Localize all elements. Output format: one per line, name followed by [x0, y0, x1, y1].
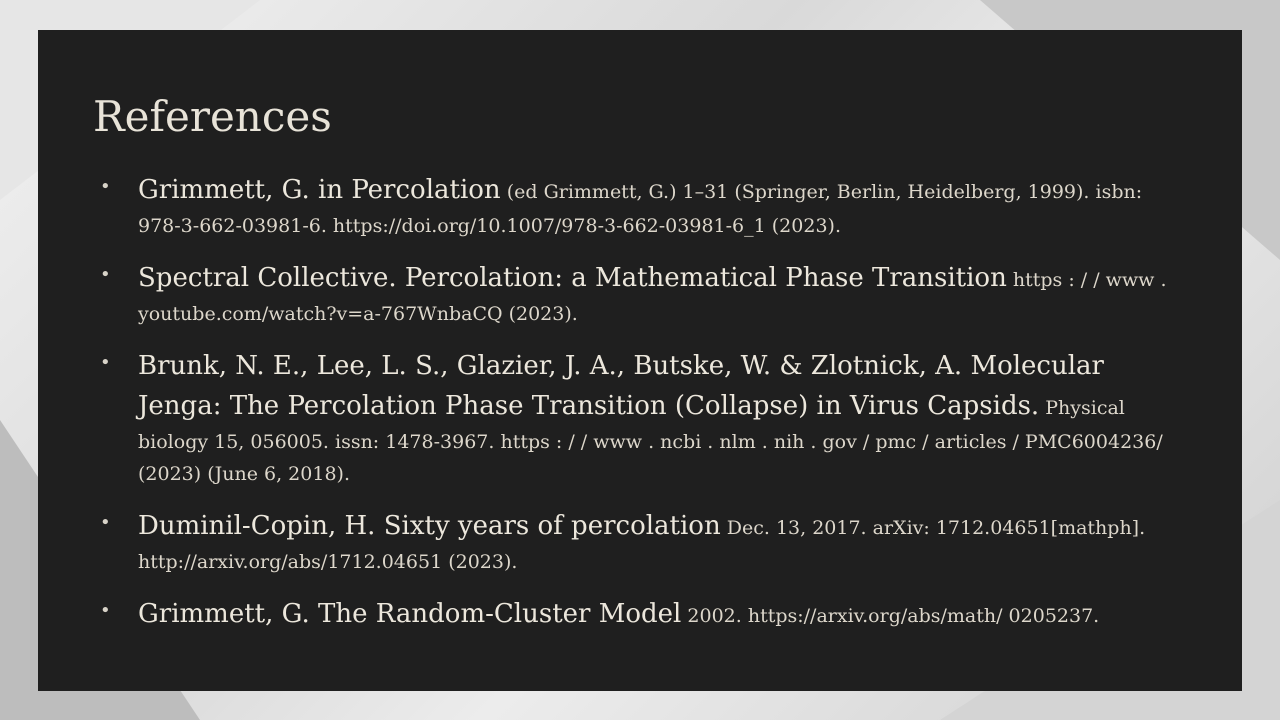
reference-item	[100, 506, 1190, 578]
reference-detail-text: Dec. 13, 2017. arXiv: 1712.04651[mathph]. http://arxiv.org/abs/1712.04651 (2023).	[138, 517, 1146, 573]
bullet-icon: •	[100, 352, 111, 373]
bullet-icon: •	[100, 176, 111, 197]
slide-title: References	[93, 92, 332, 141]
reference-detail-text: 2002. https://arxiv.org/abs/math/ 0205237.	[681, 605, 1100, 627]
slide-panel	[38, 30, 1242, 691]
reference-item	[100, 258, 1190, 330]
reference-main-text: Brunk, N. E., Lee, L. S., Glazier, J. A., Butske, W. & Zlotnick, A. Molecular Jenga: The Percolation Phase Transition (Collapse) in Virus Capsids.	[138, 351, 1104, 421]
reference-main-text: Grimmett, G. The Random-Cluster Model	[138, 599, 682, 629]
reference-detail-text: (ed Grimmett, G.) 1–31 (Springer, Berlin, Heidelberg, 1999). isbn: 978-3-662-03981-6. https://doi.org/10.1007/978-3-662-03981-6_1 (2023).	[138, 181, 1143, 237]
bullet-icon: •	[100, 264, 111, 285]
reference-detail-text: https : / / www . youtube.com/watch?v=a-767WnbaCQ (2023).	[138, 269, 1167, 325]
reference-main-text: Spectral Collective. Percolation: a Mathematical Phase Transition	[138, 263, 1007, 293]
reference-item	[100, 170, 1190, 242]
bullet-icon: •	[100, 600, 111, 621]
reference-list	[100, 170, 1190, 650]
reference-detail-text: Physical biology 15, 056005. issn: 1478-3967. https : / / www . ncbi . nlm . nih . gov / pmc / articles / PMC6004236/ (2023) (June 6, 2018).	[138, 397, 1163, 485]
reference-main-text: Grimmett, G. in Percolation	[138, 175, 501, 205]
bullet-icon: •	[100, 512, 111, 533]
reference-item	[100, 346, 1190, 490]
reference-item	[100, 594, 1190, 634]
reference-main-text: Duminil-Copin, H. Sixty years of percolation	[138, 511, 721, 541]
